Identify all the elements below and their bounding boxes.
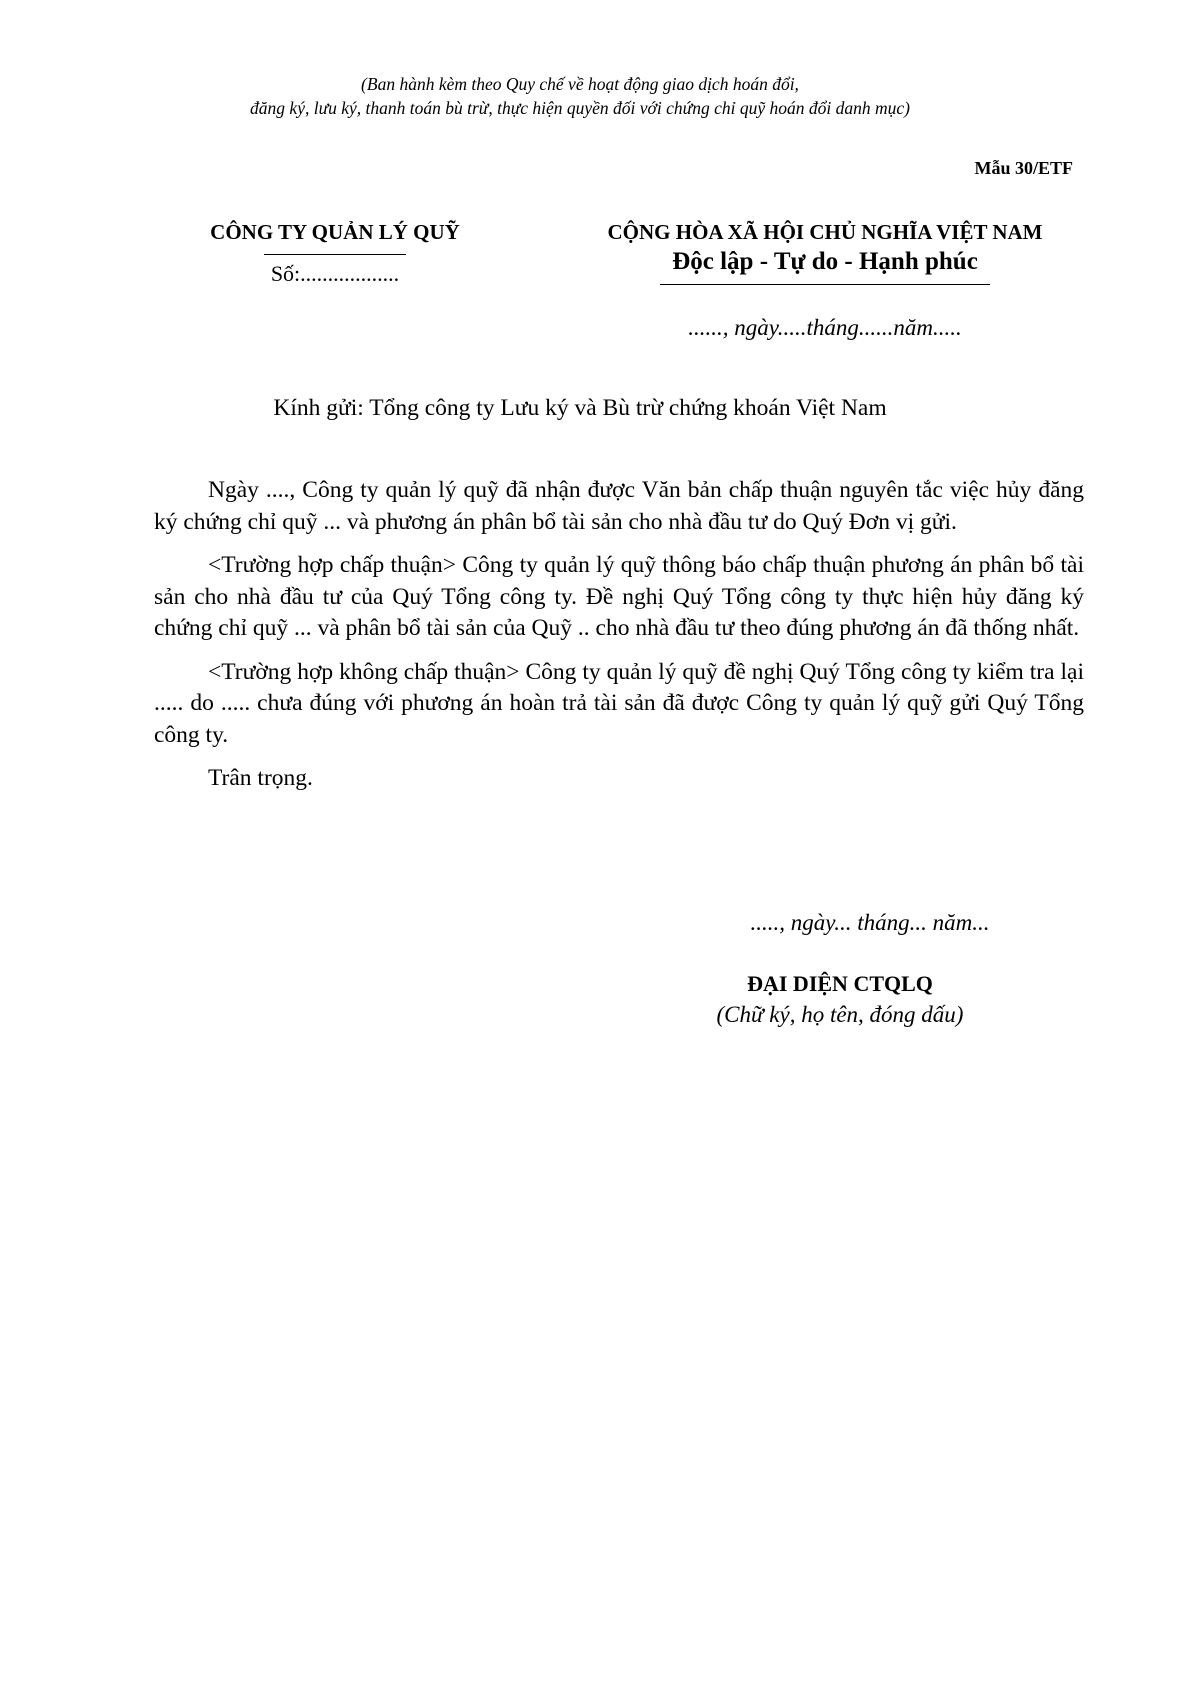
sender-divider bbox=[264, 254, 406, 255]
body-paragraph-2: <Trường hợp chấp thuận> Công ty quản lý quỹ thông báo chấp thuận phương án phân bổ tài sản cho nhà đầu tư của Quý Tổng công ty. Đề nghị Quý Tổng công ty thực hiện hủy đăng ký chứng chỉ quỹ ... và phân bổ tài sản của Quỹ .. cho nhà đầu tư theo đúng phương án đã thống nhất. bbox=[154, 552, 1084, 641]
preamble-line-1: (Ban hành kèm theo Quy chế về hoạt động giao dịch hoán đổi, bbox=[361, 74, 799, 94]
sender-block bbox=[175, 218, 495, 289]
sender-org-name: CÔNG TY QUẢN LÝ QUỸ bbox=[210, 220, 460, 244]
signer-block bbox=[690, 968, 990, 1030]
preamble-line-2: đăng ký, lưu ký, thanh toán bù trừ, thực hiện quyền đối với chứng chỉ quỹ hoán đổi danh mục) bbox=[250, 98, 910, 118]
document-number: Số:.................. bbox=[270, 261, 400, 286]
preamble bbox=[150, 72, 1010, 120]
signer-title: ĐẠI DIỆN CTQLQ bbox=[747, 971, 933, 996]
closing-line: Trân trọng. bbox=[208, 765, 313, 791]
national-header bbox=[560, 218, 1090, 285]
form-code: Mẫu 30/ETF bbox=[974, 158, 1073, 178]
signer-note: (Chữ ký, họ tên, đóng dấu) bbox=[716, 1002, 964, 1027]
letter-body bbox=[154, 475, 1084, 807]
national-motto: Độc lập - Tự do - Hạnh phúc bbox=[672, 248, 978, 275]
country-name: CỘNG HÒA XÃ HỘI CHỦ NGHĨA VIỆT NAM bbox=[607, 220, 1043, 244]
body-paragraph-3: <Trường hợp không chấp thuận> Công ty quản lý quỹ đề nghị Quý Tổng công ty kiểm tra lại ..... do ..... chưa đúng với phương án hoàn trả tài sản đã được Công ty quản lý quỹ gửi Quý Tổng công ty. bbox=[154, 658, 1084, 748]
issue-date-line: ......, ngày.....tháng......năm..... bbox=[688, 315, 962, 340]
motto-divider bbox=[660, 284, 990, 285]
signing-date-line: ....., ngày... tháng... năm... bbox=[750, 910, 990, 935]
recipient-line: Kính gửi: Tổng công ty Lưu ký và Bù trừ chứng khoán Việt Nam bbox=[273, 395, 887, 421]
body-paragraph-1: Ngày ...., Công ty quản lý quỹ đã nhận được Văn bản chấp thuận nguyên tắc việc hủy đăng ký chứng chỉ quỹ ... và phương án phân bổ tài sản cho nhà đầu tư do Quý Đơn vị gửi. bbox=[154, 477, 1084, 535]
